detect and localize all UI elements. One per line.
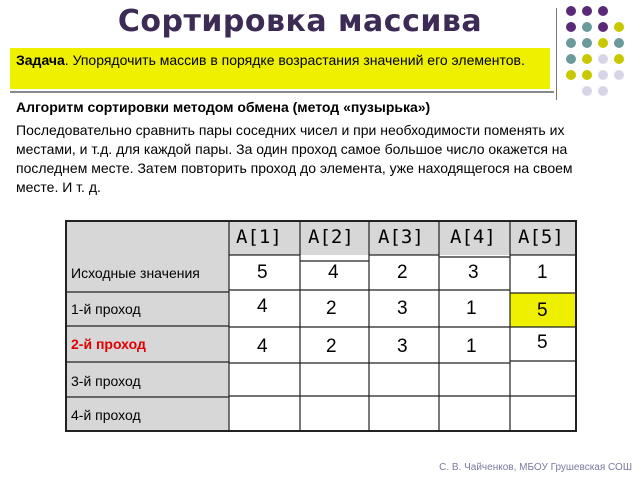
cell-initial-5: 1	[537, 262, 548, 283]
row-label-initial: Исходные значения	[71, 265, 200, 281]
col-header-a1: A[1]	[236, 226, 282, 248]
cell-pass2-1: 4	[257, 336, 268, 357]
row-label-pass4: 4-й проход	[71, 407, 141, 423]
cell-initial-3: 2	[397, 262, 408, 283]
cell-pass1-5: 5	[537, 300, 548, 321]
row-label-pass1: 1-й проход	[71, 301, 141, 317]
col-header-a4: A[4]	[450, 226, 496, 248]
cell-pass2-5: 5	[537, 332, 548, 353]
footer-credit: С. В. Чайченков, МБОУ Грушевская СОШ	[439, 462, 632, 473]
col-header-a5: A[5]	[518, 226, 564, 248]
algorithm-heading: Алгоритм сортировки методом обмена (метод «пузырька»)	[16, 99, 431, 115]
cell-pass1-2: 2	[326, 298, 337, 319]
cell-pass1-4: 1	[466, 298, 477, 319]
row-label-pass2: 2-й проход	[71, 336, 146, 352]
col-header-a3: A[3]	[378, 226, 424, 248]
cell-pass2-4: 1	[466, 336, 477, 357]
row-label-pass3: 3-й проход	[71, 373, 141, 389]
algorithm-description: Последовательно сравнить пары соседних чисел и при необходимости поменять их местами, и т.д. для каждой пары. За один проход самое большое число окажется на последнем месте. Затем повторить проход до элемента, уже находящегося на своем месте. И т. д.	[16, 122, 573, 195]
page-title: Сортировка массива	[117, 4, 483, 39]
cell-initial-1: 5	[257, 262, 268, 283]
task-text: . Упорядочить массив в порядке возрастания значений его элементов.	[64, 52, 525, 68]
col-header-a2: A[2]	[308, 226, 354, 248]
cell-initial-2: 4	[328, 262, 339, 283]
cell-pass2-2: 2	[326, 336, 337, 357]
cell-initial-4: 3	[468, 262, 479, 283]
cell-pass1-3: 3	[397, 298, 408, 319]
task-label: Задача	[16, 52, 65, 68]
cell-pass2-3: 3	[397, 336, 408, 357]
cell-pass1-1: 4	[257, 296, 268, 317]
